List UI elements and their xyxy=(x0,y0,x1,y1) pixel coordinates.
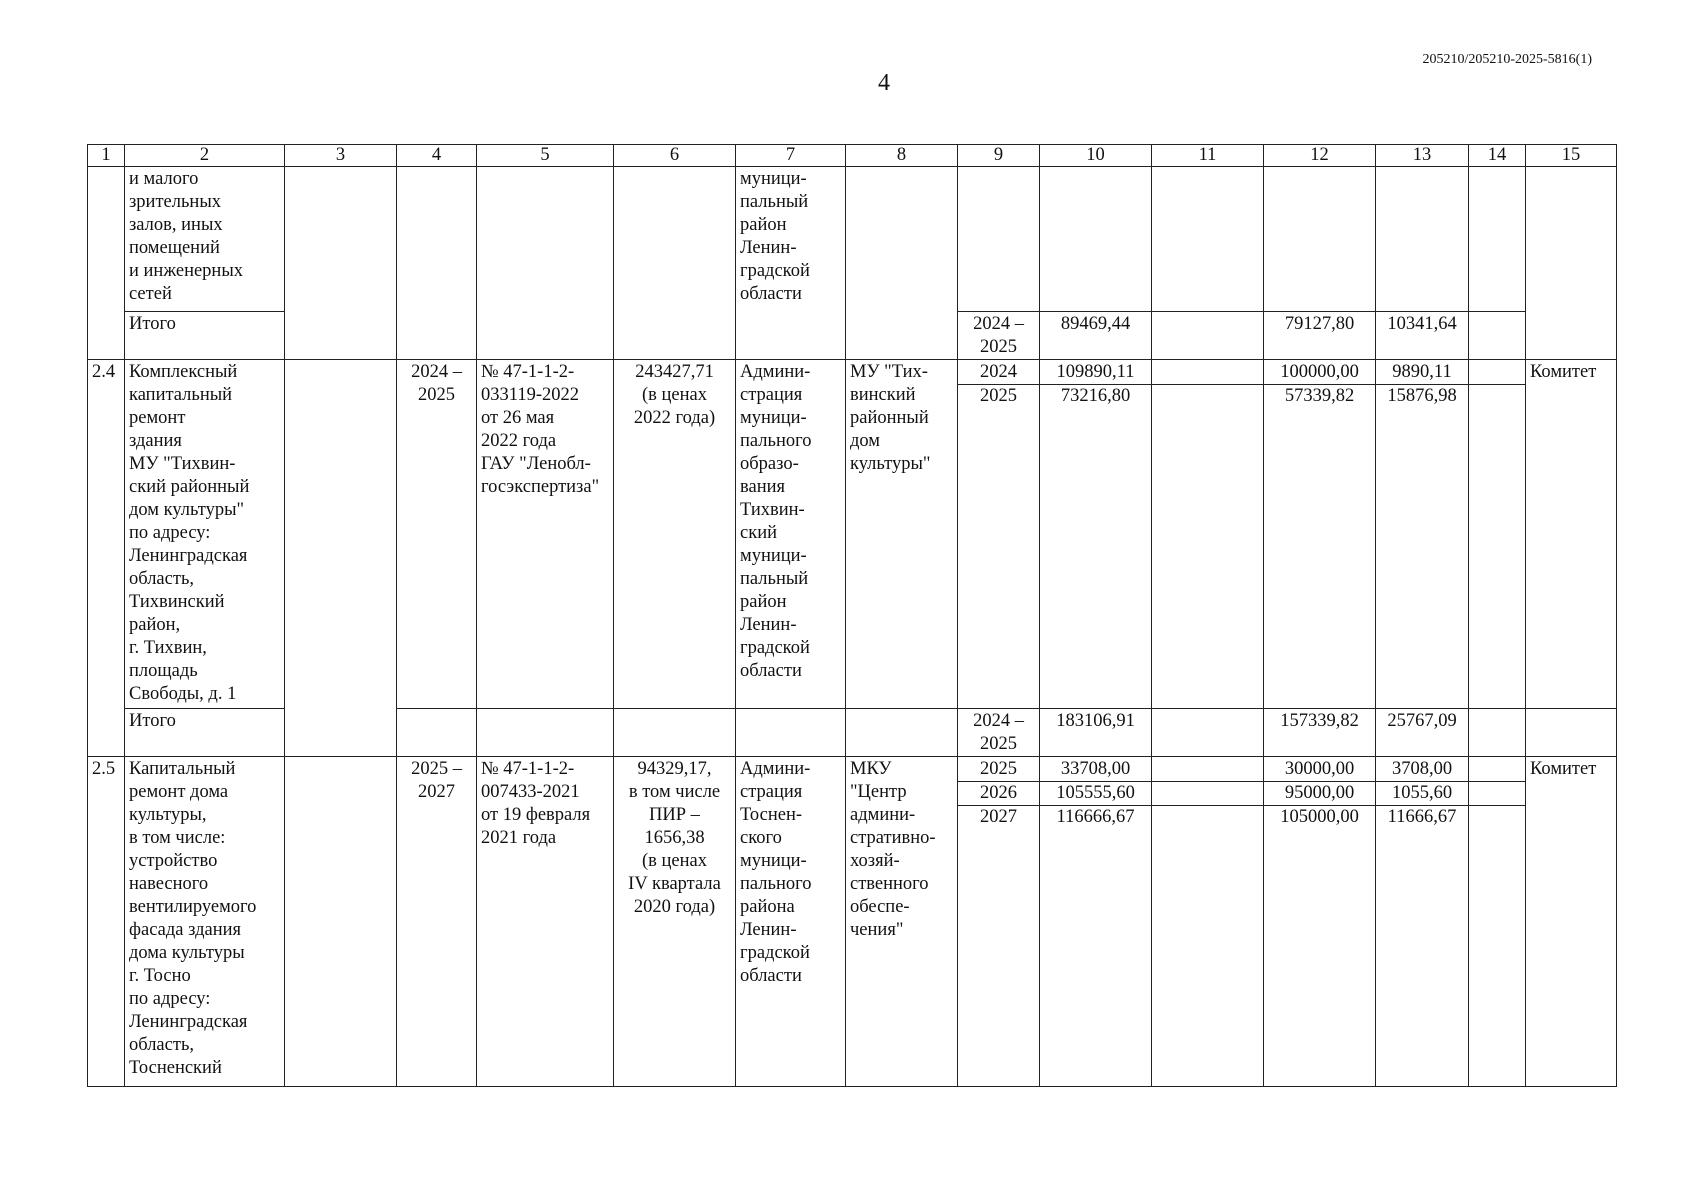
column-header: 13 xyxy=(1376,145,1469,167)
document-id: 205210/205210-2025-5816(1) xyxy=(1422,52,1592,67)
col13-value: 11666,67 xyxy=(1387,807,1457,827)
col12-value: 95000,00 xyxy=(1264,782,1375,806)
year-value: 2025 xyxy=(958,758,1039,782)
row-number: 2.4 xyxy=(88,360,125,757)
column-header: 12 xyxy=(1264,145,1376,167)
column-number-row xyxy=(88,145,1617,167)
total-col12: 79127,80 xyxy=(1264,312,1376,360)
expertise-cell: № 47-1-1-2- 033119-2022 от 26 мая 2022 года ГАУ "Ленобл- госэкспертиза" xyxy=(477,360,614,709)
column-header: 11 xyxy=(1152,145,1264,167)
object-name-cell: Комплексный капитальный ремонт здания МУ "Тихвин- ский районный дом культуры" по адресу: Ленинградская область, Тихвинский район, г. Тихвин, площадь Свободы, д. 1 xyxy=(125,360,285,709)
col12-value: 57339,82 xyxy=(1284,386,1355,406)
table-row xyxy=(88,360,1617,709)
administration-cell: муници- пальный район Ленин- градской области xyxy=(736,167,846,360)
responsible-cell: Комитет xyxy=(1526,757,1617,1087)
column-header: 15 xyxy=(1526,145,1617,167)
period-cell: 2025 – 2027 xyxy=(397,757,477,1087)
program-table xyxy=(87,144,1617,1087)
page-number: 4 xyxy=(878,70,890,96)
row-number: 2.5 xyxy=(88,757,125,1087)
table-row xyxy=(88,757,1617,1087)
col10-value: 105555,60 xyxy=(1040,782,1151,806)
column-header: 5 xyxy=(477,145,614,167)
col12-value: 100000,00 xyxy=(1264,361,1375,385)
col10-value: 33708,00 xyxy=(1040,758,1151,782)
total-col13: 10341,64 xyxy=(1376,312,1469,360)
expertise-cell: № 47-1-1-2- 007433-2021 от 19 февраля 2021 года xyxy=(477,757,614,1087)
administration-cell: Админи- страция муници- пального образо- вания Тихвин- ский муници- пальный район Ленин- градской области xyxy=(736,360,846,709)
year-value: 2027 xyxy=(980,807,1017,827)
column-header: 7 xyxy=(736,145,846,167)
cost-cell: 243427,71 (в ценах 2022 года) xyxy=(614,360,736,709)
col10-value: 73216,80 xyxy=(1060,386,1131,406)
column-header: 6 xyxy=(614,145,736,167)
col13-value: 1055,60 xyxy=(1376,782,1468,806)
administration-cell: Админи- страция Тоснен- ского муници- пального района Ленин- градской области xyxy=(736,757,846,1087)
recipient-cell: МУ "Тих- винский районный дом культуры" xyxy=(846,360,958,709)
column-header: 2 xyxy=(125,145,285,167)
column-header: 3 xyxy=(285,145,397,167)
object-name-cell: и малого зрительных залов, иных помещений и инженерных сетей xyxy=(125,167,285,312)
col10-value: 109890,11 xyxy=(1040,361,1151,385)
object-name-cell: Капитальный ремонт дома культуры, в том числе: устройство навесного вентилируемого фасада здания дома культуры г. Тосно по адресу: Ленинградская область, Тосненский xyxy=(125,757,285,1087)
column-header: 10 xyxy=(1040,145,1152,167)
year-value: 2024 xyxy=(958,361,1039,385)
recipient-cell: МКУ "Центр админи- стративно- хозяй- ственного обеспе- чения" xyxy=(846,757,958,1087)
col12-value: 105000,00 xyxy=(1280,807,1359,827)
column-header: 9 xyxy=(958,145,1040,167)
cost-cell: 94329,17, в том числе ПИР – 1656,38 (в ценах IV квартала 2020 года) xyxy=(614,757,736,1087)
responsible-cell: Комитет xyxy=(1526,360,1617,709)
column-header: 8 xyxy=(846,145,958,167)
total-col10: 183106,91 xyxy=(1040,709,1152,757)
total-years: 2024 – 2025 xyxy=(958,709,1040,757)
total-col12: 157339,82 xyxy=(1264,709,1376,757)
table-row xyxy=(88,167,1617,312)
total-years: 2024 – 2025 xyxy=(958,312,1040,360)
col13-value: 3708,00 xyxy=(1376,758,1468,782)
year-value: 2026 xyxy=(958,782,1039,806)
period-cell: 2024 – 2025 xyxy=(397,360,477,709)
total-label: Итого xyxy=(125,312,285,360)
col10-value: 116666,67 xyxy=(1056,807,1135,827)
total-label: Итого xyxy=(125,709,285,757)
column-header: 14 xyxy=(1469,145,1526,167)
column-header: 4 xyxy=(397,145,477,167)
col13-value: 9890,11 xyxy=(1376,361,1468,385)
col13-value: 15876,98 xyxy=(1387,386,1457,406)
col12-value: 30000,00 xyxy=(1264,758,1375,782)
total-col13: 25767,09 xyxy=(1376,709,1469,757)
year-value: 2025 xyxy=(980,386,1017,406)
column-header: 1 xyxy=(88,145,125,167)
total-col10: 89469,44 xyxy=(1040,312,1152,360)
